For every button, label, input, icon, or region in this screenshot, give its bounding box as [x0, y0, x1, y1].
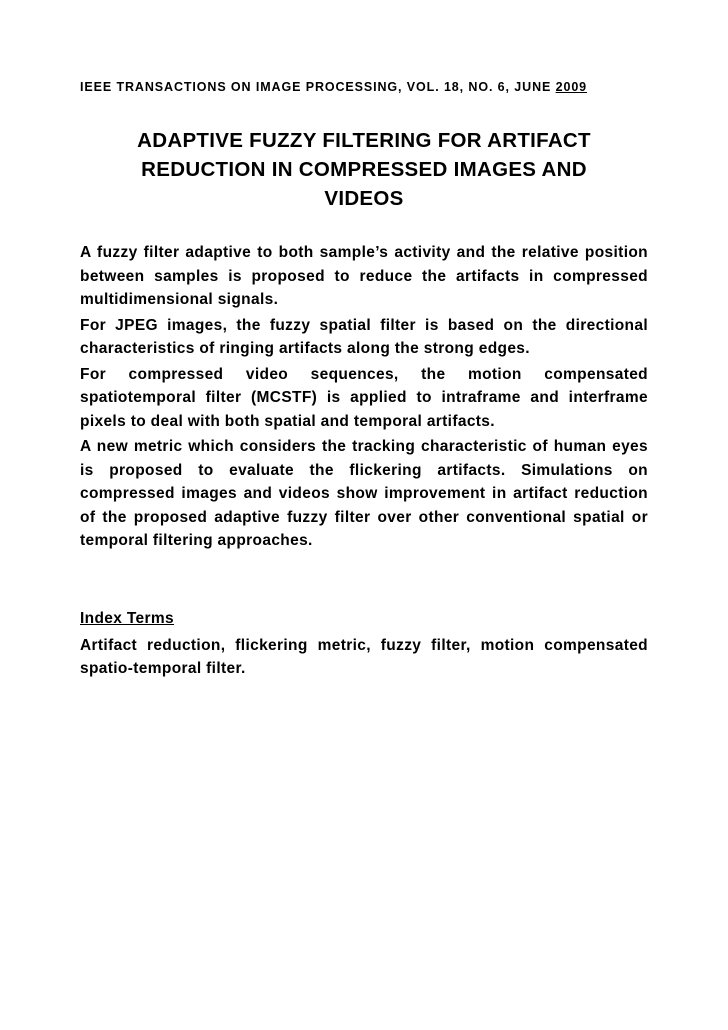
index-terms-heading: Index Terms: [80, 610, 175, 627]
journal-header: [80, 80, 587, 94]
abstract-paragraph-1: A fuzzy filter adaptive to both sample’s activity and the relative position between samples is proposed to reduce the artifacts in compressed multidimensional signals.: [80, 244, 648, 308]
title-line-2: REDUCTION IN COMPRESSED IMAGES AND: [141, 158, 587, 181]
index-terms-section: [80, 607, 648, 681]
abstract-paragraph-3: For compressed video sequences, the motion compensated spatiotemporal filter (MCSTF) is applied to intraframe and interframe pixels to deal with both spatial and temporal artifacts.: [80, 365, 648, 430]
title-line-3: VIDEOS: [324, 187, 404, 210]
paper-title: [80, 126, 648, 213]
index-terms-text: Artifact reduction, flickering metric, fuzzy filter, motion compensated spatio-temporal filter.: [80, 636, 648, 677]
journal-citation: IEEE TRANSACTIONS ON IMAGE PROCESSING, VOL. 18, NO. 6, JUNE: [80, 80, 556, 94]
abstract-paragraph-2: For JPEG images, the fuzzy spatial filter is based on the directional characteristics of ringing artifacts along the strong edges.: [80, 316, 648, 357]
abstract: [80, 241, 648, 555]
title-line-1: ADAPTIVE FUZZY FILTERING FOR ARTIFACT: [137, 129, 591, 152]
abstract-paragraph-4: A new metric which considers the tracking characteristic of human eyes is proposed to evaluate the flickering artifacts. Simulations on compressed images and videos show improvement in artifact reduction of the proposed adaptive fuzzy filter over other conventional spatial or temporal filtering approaches.: [80, 438, 648, 549]
journal-year: 2009: [555, 80, 588, 94]
